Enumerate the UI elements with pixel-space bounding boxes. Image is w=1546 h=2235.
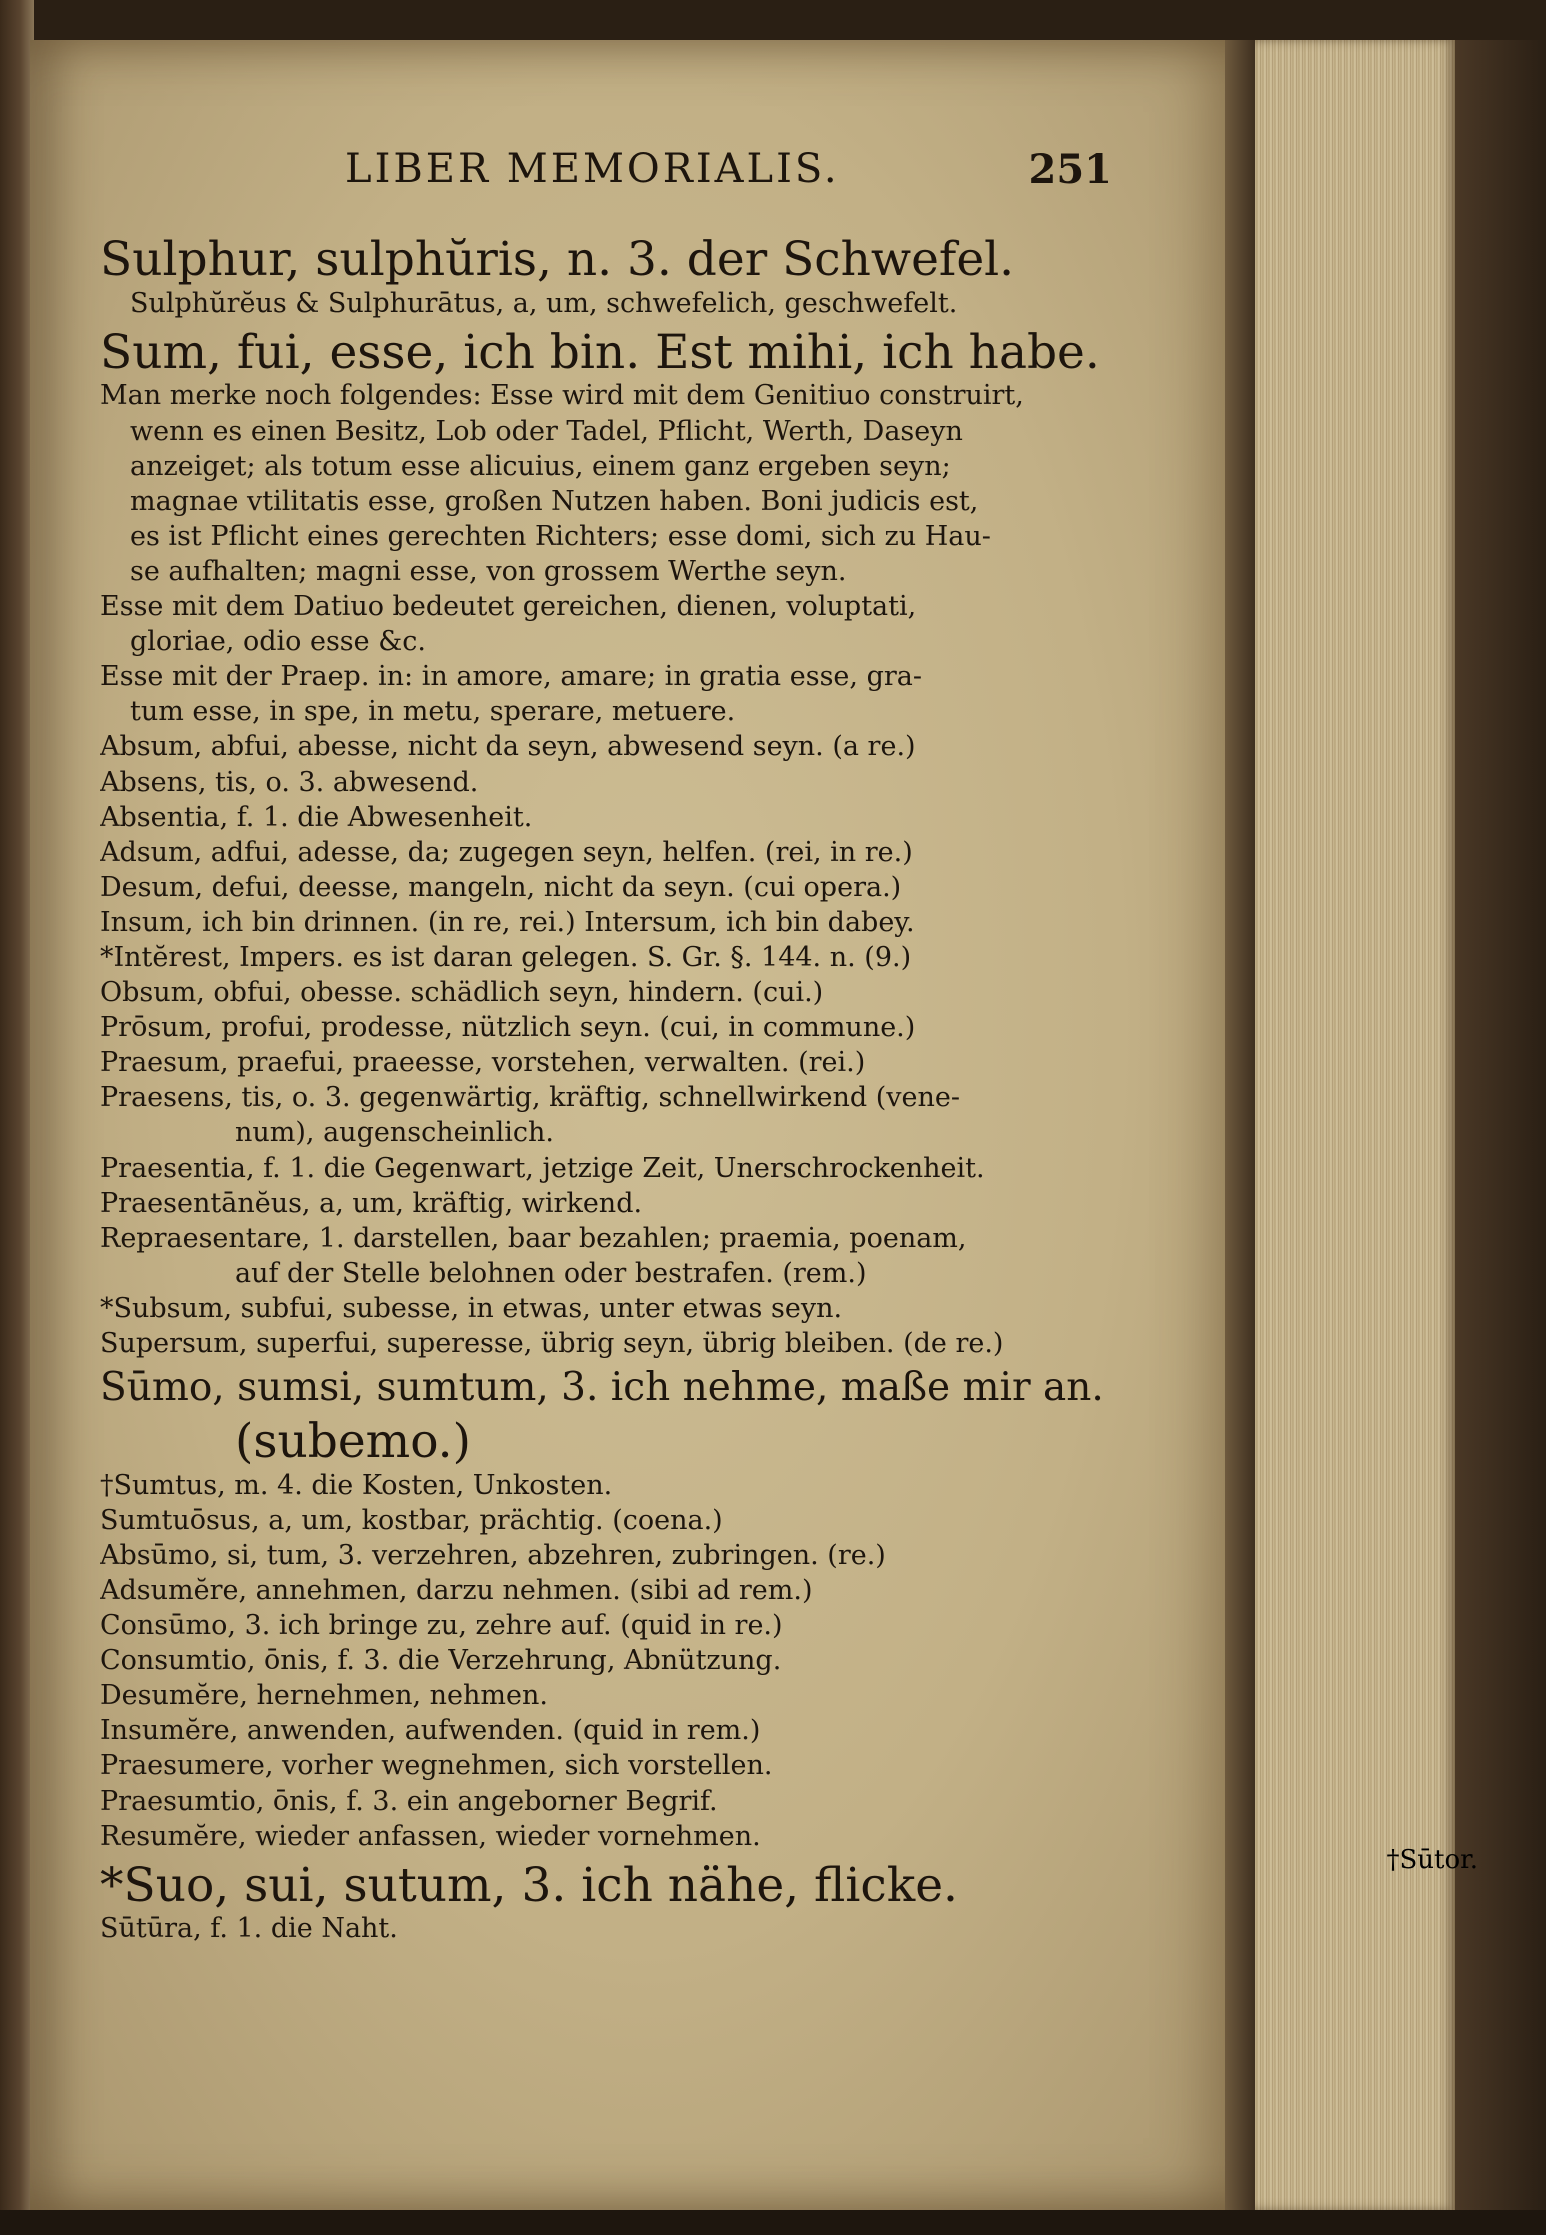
entry-line: Desum, defui, deesse, mangeln, nicht da seyn. (cui opera.)	[100, 871, 902, 903]
entry-line: auf der Stelle belohnen oder bestrafen. (rem.)	[235, 1257, 867, 1289]
entry-line: Absens, tis, o. 3. abwesend.	[100, 766, 479, 798]
entry-line: Praesumere, vorher wegnehmen, sich vorstellen.	[100, 1750, 773, 1782]
entry-line: Praesentānĕus, a, um, kräftig, wirkend.	[100, 1187, 643, 1219]
entry-line: *Intĕrest, Impers. es ist daran gelegen. S. Gr. §. 144. n. (9.)	[100, 941, 912, 973]
entry-line: gloriae, odio esse &c.	[130, 626, 426, 658]
entry-line: Esse mit der Praep. in: in amore, amare; in gratia esse, gra-	[100, 661, 922, 693]
running-header	[100, 140, 1110, 200]
entry-line: Supersum, superfui, superesse, übrig seyn, übrig bleiben. (de re.)	[100, 1328, 1004, 1359]
entry-line: Absūmo, si, tum, 3. verzehren, abzehren, zubringen. (re.)	[100, 1539, 886, 1571]
entry-line: Sulphŭrĕus & Sulphurātus, a, um, schwefelich, geschwefelt.	[130, 287, 958, 319]
entry-line: Consumtio, ōnis, f. 3. die Verzehrung, Abnützung.	[100, 1645, 782, 1677]
entry-line: Praesum, praefui, praeesse, vorstehen, verwalten. (rei.)	[100, 1047, 866, 1079]
entry-line: magnae vtilitatis esse, großen Nutzen haben. Boni judicis est,	[130, 485, 979, 517]
entry-line: Sumtuōsus, a, um, kostbar, prächtig. (coena.)	[100, 1504, 723, 1536]
entry-line: num), augenscheinlich.	[235, 1117, 554, 1149]
book-cover	[1455, 40, 1546, 2210]
entry-line: Consūmo, 3. ich bringe zu, zehre auf. (quid in re.)	[100, 1610, 783, 1642]
entry-line: anzeiget; als totum esse alicuius, einem ganz ergeben seyn;	[130, 450, 951, 482]
entry-line: Repraesentare, 1. darstellen, baar bezahlen; praemia, poenam,	[100, 1222, 967, 1254]
left-page-edge	[0, 0, 34, 2235]
entry-line: Insumĕre, anwenden, aufwenden. (quid in rem.)	[100, 1715, 761, 1747]
page-number: 251	[1028, 146, 1112, 193]
entry-line: Sūtūra, f. 1. die Naht.	[100, 1913, 398, 1945]
entry-line: Obsum, obfui, obesse. schädlich seyn, hindern. (cui.)	[100, 977, 824, 1009]
dictionary-entries	[100, 228, 1110, 1946]
entry-line: Desumĕre, hernehmen, nehmen.	[100, 1680, 548, 1712]
entry-line: tum esse, in spe, in metu, sperare, metuere.	[130, 696, 736, 728]
entry-headword-line: Sūmo, sumsi, sumtum, 3. ich nehme, maße mir an.	[100, 1367, 1104, 1410]
catchword: †Sūtor.	[1386, 1845, 1478, 1875]
entry-headword-line: *Suo, sui, sutum, 3. ich nähe, flicke.	[100, 1859, 958, 1912]
entry-line: Prōsum, profui, prodesse, nützlich seyn. (cui, in commune.)	[100, 1012, 916, 1044]
entry-line: †Sumtus, m. 4. die Kosten, Unkosten.	[100, 1469, 613, 1501]
entry-line: wenn es einen Besitz, Lob oder Tadel, Pflicht, Werth, Daseyn	[130, 415, 963, 447]
background-strip	[0, 2210, 1546, 2235]
entry-line: Praesentia, f. 1. die Gegenwart, jetzige Zeit, Unerschrockenheit.	[100, 1152, 985, 1184]
entry-line: Adsumĕre, annehmen, darzu nehmen. (sibi ad rem.)	[100, 1574, 813, 1606]
entry-headword-line: Sulphur, sulphŭris, n. 3. der Schwefel.	[100, 234, 1015, 286]
page-gutter	[1225, 40, 1255, 2210]
entry-line: Adsum, adfui, adesse, da; zugegen seyn, helfen. (rei, in re.)	[100, 836, 913, 868]
entry-line: Praesens, tis, o. 3. gegenwärtig, kräftig, schnellwirkend (vene-	[100, 1082, 960, 1114]
entry-line: Man merke noch folgendes: Esse wird mit dem Genitiuo construirt,	[100, 380, 1024, 412]
entry-line: Resumĕre, wieder anfassen, wieder vornehmen.	[100, 1820, 761, 1852]
entry-line: se aufhalten; magni esse, von grossem Werthe seyn.	[130, 555, 847, 587]
entry-line: Praesumtio, ōnis, f. 3. ein angeborner Begrif.	[100, 1785, 718, 1817]
entry-headword-line: (subemo.)	[235, 1415, 471, 1468]
entry-line: es ist Pflicht eines gerechten Richters; esse domi, sich zu Hau-	[130, 520, 991, 552]
page-block-edges	[1255, 40, 1455, 2210]
entry-line: Insum, ich bin drinnen. (in re, rei.) Intersum, ich bin dabey.	[100, 906, 915, 938]
entry-headword-line: Sum, fui, esse, ich bin. Est mihi, ich habe.	[100, 326, 1100, 379]
entry-line: Absum, abfui, abesse, nicht da seyn, abwesend seyn. (a re.)	[100, 731, 916, 763]
entry-line: Esse mit dem Datiuo bedeutet gereichen, dienen, voluptati,	[100, 591, 917, 623]
entry-line: Absentia, f. 1. die Abwesenheit.	[100, 801, 533, 833]
entry-line: *Subsum, subfui, subesse, in etwas, unter etwas seyn.	[100, 1292, 843, 1324]
running-title: LIBER MEMORIALIS.	[345, 146, 840, 192]
